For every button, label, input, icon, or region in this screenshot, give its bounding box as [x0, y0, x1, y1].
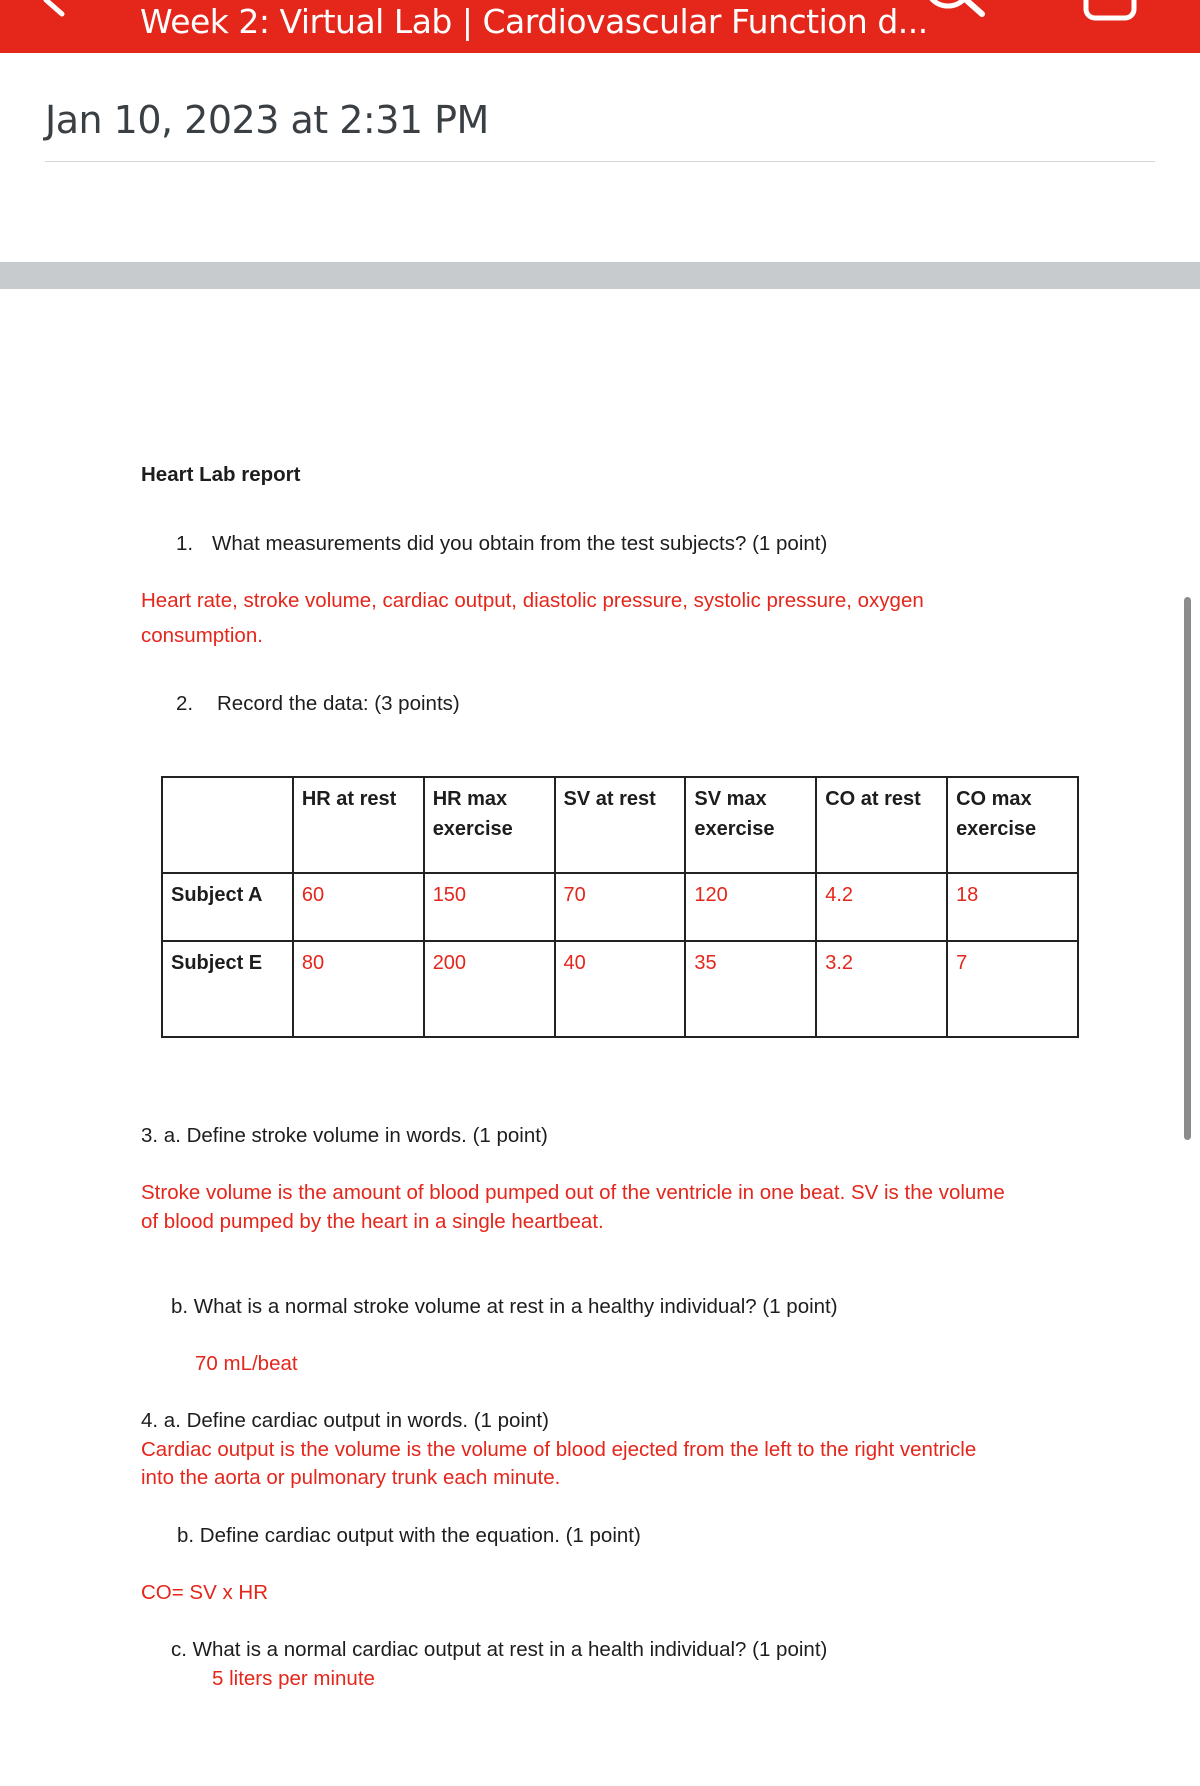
q1-answer-line1: Heart rate, stroke volume, cardiac output, diastolic pressure, systolic pressure, oxygen: [141, 589, 924, 612]
data-table: [161, 776, 1079, 1038]
post-timestamp: Jan 10, 2023 at 2:31 PM: [45, 98, 489, 142]
q1-number: 1.: [176, 532, 194, 555]
table-cell: 60: [293, 873, 424, 941]
q4b-answer: CO= SV x HR: [141, 1581, 269, 1604]
q4c-answer: 5 liters per minute: [212, 1667, 375, 1690]
q3b-answer: 70 mL/beat: [195, 1352, 298, 1375]
table-row: [162, 873, 1078, 941]
q1-answer-line2: consumption.: [141, 624, 263, 647]
q4a-answer-line2: into the aorta or pulmonary trunk each minute.: [141, 1466, 561, 1489]
scrollbar[interactable]: [1184, 597, 1191, 1140]
table-cell: 200: [424, 941, 555, 1037]
table-cell: 80: [293, 941, 424, 1037]
table-header-cell: HR max exercise: [424, 777, 555, 873]
q3a-answer-line1: Stroke volume is the amount of blood pumped out of the ventricle in one beat. SV is the volume: [141, 1181, 1005, 1204]
row-label: Subject A: [162, 873, 293, 941]
table-cell: 40: [555, 941, 686, 1037]
document-title: Heart Lab report: [141, 463, 301, 486]
q2-number: 2.: [176, 692, 194, 715]
table-row: [162, 941, 1078, 1037]
table-header-cell: [162, 777, 293, 873]
table-cell: 120: [685, 873, 816, 941]
table-header-cell: SV at rest: [555, 777, 686, 873]
row-label: Subject E: [162, 941, 293, 1037]
q3b-text: b. What is a normal stroke volume at rest in a healthy individual? (1 point): [171, 1295, 838, 1318]
table-header-cell: CO at rest: [816, 777, 947, 873]
q3a-answer-line2: of blood pumped by the heart in a single heartbeat.: [141, 1210, 604, 1233]
app-title: Week 2: Virtual Lab | Cardiovascular Function d...: [140, 2, 928, 41]
q4a-answer-line1: Cardiac output is the volume is the volume of blood ejected from the left to the right ventricle: [141, 1438, 977, 1461]
table-cell: 150: [424, 873, 555, 941]
table-header-cell: CO max exercise: [947, 777, 1078, 873]
q4a-text: 4. a. Define cardiac output in words. (1 point): [141, 1409, 549, 1432]
divider: [45, 161, 1155, 162]
table-cell: 70: [555, 873, 686, 941]
table-header-cell: SV max exercise: [685, 777, 816, 873]
square-icon[interactable]: [1082, 0, 1138, 22]
q4b-text: b. Define cardiac output with the equation. (1 point): [177, 1524, 641, 1547]
q1-text: What measurements did you obtain from the test subjects? (1 point): [212, 532, 828, 555]
top-bar: [0, 0, 1200, 53]
search-icon[interactable]: [920, 0, 990, 26]
table-cell: 35: [685, 941, 816, 1037]
table-cell: 4.2: [816, 873, 947, 941]
attachment-band: [0, 262, 1200, 289]
table-cell: 18: [947, 873, 1078, 941]
table-header-row: [162, 777, 1078, 873]
q4c-text: c. What is a normal cardiac output at rest in a health individual? (1 point): [171, 1638, 828, 1661]
table-cell: 3.2: [816, 941, 947, 1037]
table-header-cell: HR at rest: [293, 777, 424, 873]
q3a-text: 3. a. Define stroke volume in words. (1 point): [141, 1124, 548, 1147]
q2-text: Record the data: (3 points): [217, 692, 460, 715]
chevron-left-icon[interactable]: [32, 0, 72, 20]
table-cell: 7: [947, 941, 1078, 1037]
